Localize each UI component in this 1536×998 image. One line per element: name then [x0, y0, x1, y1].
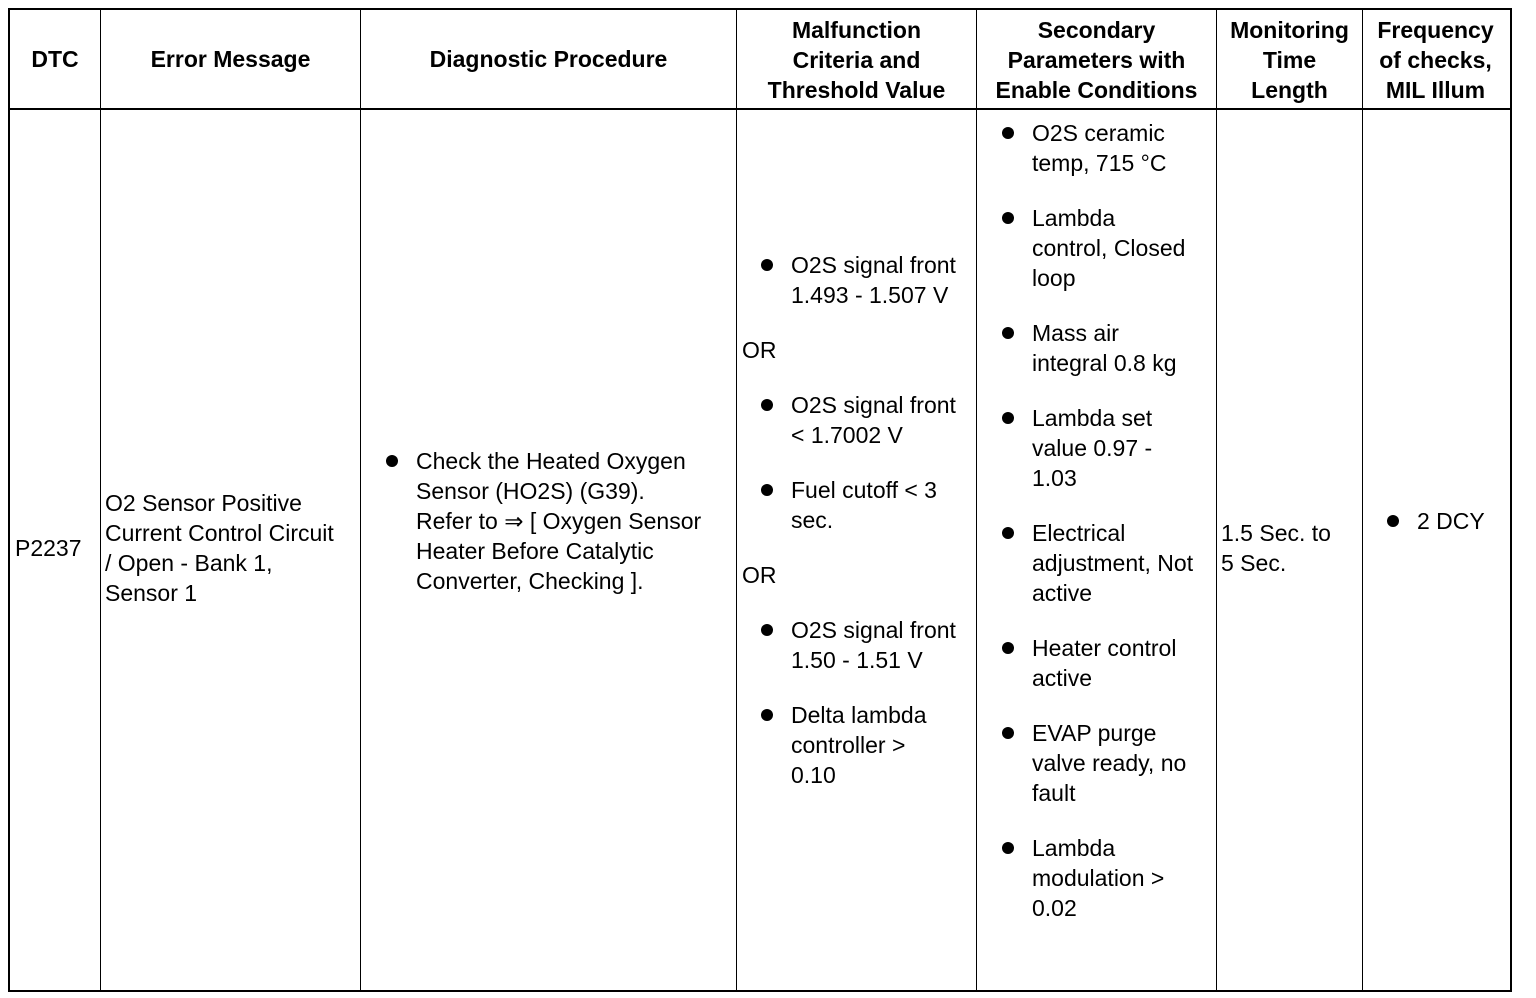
column-divider	[736, 8, 737, 990]
header-diagnostic-procedure-label: Diagnostic Procedure	[429, 46, 668, 72]
header-line: Frequency	[1377, 17, 1494, 43]
criteria-line: controller >	[791, 732, 906, 758]
header-line: of checks,	[1379, 47, 1492, 73]
criteria-line: 0.10	[791, 762, 836, 788]
monitoring-line: 5 Sec.	[1221, 550, 1287, 576]
error-message-line: Sensor 1	[105, 580, 198, 606]
header-error-message-label: Error Message	[150, 46, 311, 72]
procedure-link-line[interactable]: Converter, Checking ].	[416, 568, 644, 594]
parameter-line: Heater control	[1032, 635, 1177, 661]
parameter-line: O2S ceramic	[1032, 120, 1165, 146]
bullet-icon	[1002, 127, 1014, 139]
header-malfunction-criteria	[737, 15, 976, 105]
procedure-line: Sensor (HO2S) (G39).	[416, 478, 645, 504]
parameter-line: EVAP purge	[1032, 720, 1157, 746]
parameter-line: integral 0.8 kg	[1032, 350, 1177, 376]
header-secondary-parameters	[977, 15, 1216, 105]
criteria-line: O2S signal front	[791, 617, 956, 643]
column-divider	[1216, 8, 1217, 990]
bullet-icon	[761, 624, 773, 636]
or-separator: OR	[742, 562, 777, 588]
parameter-line: 1.03	[1032, 465, 1077, 491]
parameter-line: temp, 715 °C	[1032, 150, 1167, 176]
bullet-icon	[1002, 842, 1014, 854]
parameter-line: 0.02	[1032, 895, 1077, 921]
parameter-line: value 0.97 -	[1032, 435, 1153, 461]
header-line: Malfunction	[791, 17, 922, 43]
procedure-link-line[interactable]: Refer to ⇒ [ Oxygen Sensor	[416, 508, 702, 534]
header-line: Parameters with	[1007, 47, 1186, 73]
column-divider	[360, 8, 361, 990]
criteria-line: 1.493 - 1.507 V	[791, 282, 949, 308]
criteria-line: sec.	[791, 507, 834, 533]
header-line: Time	[1262, 47, 1317, 73]
parameter-line: modulation >	[1032, 865, 1165, 891]
header-line: Criteria and	[792, 47, 921, 73]
bullet-icon	[761, 709, 773, 721]
parameter-line: control, Closed	[1032, 235, 1186, 261]
procedure-line: Check the Heated Oxygen	[416, 448, 686, 474]
frequency-value: 2 DCY	[1417, 508, 1485, 534]
column-divider	[1362, 8, 1363, 990]
bullet-icon	[1002, 212, 1014, 224]
error-message-line: / Open - Bank 1,	[105, 550, 273, 576]
bullet-icon	[1002, 727, 1014, 739]
parameter-line: active	[1032, 665, 1093, 691]
bullet-icon	[386, 455, 398, 467]
error-message-line: Current Control Circuit	[105, 520, 334, 546]
bullet-icon	[1002, 642, 1014, 654]
criteria-line: O2S signal front	[791, 252, 956, 278]
parameter-line: loop	[1032, 265, 1076, 291]
header-line: MIL Illum	[1385, 77, 1486, 103]
monitoring-line: 1.5 Sec. to	[1221, 520, 1331, 546]
header-line: Threshold Value	[767, 77, 946, 103]
parameter-line: valve ready, no	[1032, 750, 1187, 776]
parameter-line: Lambda	[1032, 835, 1116, 861]
criteria-line: O2S signal front	[791, 392, 956, 418]
procedure-link-line[interactable]: Heater Before Catalytic	[416, 538, 654, 564]
bullet-icon	[1387, 515, 1399, 527]
criteria-line: < 1.7002 V	[791, 422, 903, 448]
header-diagnostic-procedure	[361, 10, 736, 108]
column-divider	[100, 8, 101, 990]
criteria-line: Delta lambda	[791, 702, 927, 728]
parameter-line: Electrical	[1032, 520, 1126, 546]
bullet-icon	[1002, 327, 1014, 339]
or-separator: OR	[742, 337, 777, 363]
bullet-icon	[1002, 527, 1014, 539]
parameter-line: adjustment, Not	[1032, 550, 1194, 576]
header-divider	[8, 108, 1510, 110]
bullet-icon	[761, 399, 773, 411]
parameter-line: Lambda set	[1032, 405, 1153, 431]
column-divider	[976, 8, 977, 990]
header-error-message	[101, 10, 360, 108]
error-message-line: O2 Sensor Positive	[105, 490, 302, 516]
criteria-line: 1.50 - 1.51 V	[791, 647, 923, 673]
criteria-line: Fuel cutoff < 3	[791, 477, 937, 503]
parameter-line: Mass air	[1032, 320, 1119, 346]
header-line: Enable Conditions	[995, 77, 1198, 103]
bullet-icon	[1002, 412, 1014, 424]
bullet-icon	[761, 259, 773, 271]
header-monitoring-time	[1217, 15, 1362, 105]
header-dtc-label: DTC	[31, 46, 79, 72]
header-line: Length	[1251, 77, 1328, 103]
bullet-icon	[761, 484, 773, 496]
header-frequency	[1363, 15, 1508, 105]
header-line: Monitoring	[1230, 17, 1349, 43]
dtc-code: P2237	[15, 535, 82, 561]
header-dtc	[10, 10, 100, 108]
header-line: Secondary	[1037, 17, 1156, 43]
parameter-line: Lambda	[1032, 205, 1116, 231]
parameter-line: fault	[1032, 780, 1076, 806]
parameter-line: active	[1032, 580, 1093, 606]
